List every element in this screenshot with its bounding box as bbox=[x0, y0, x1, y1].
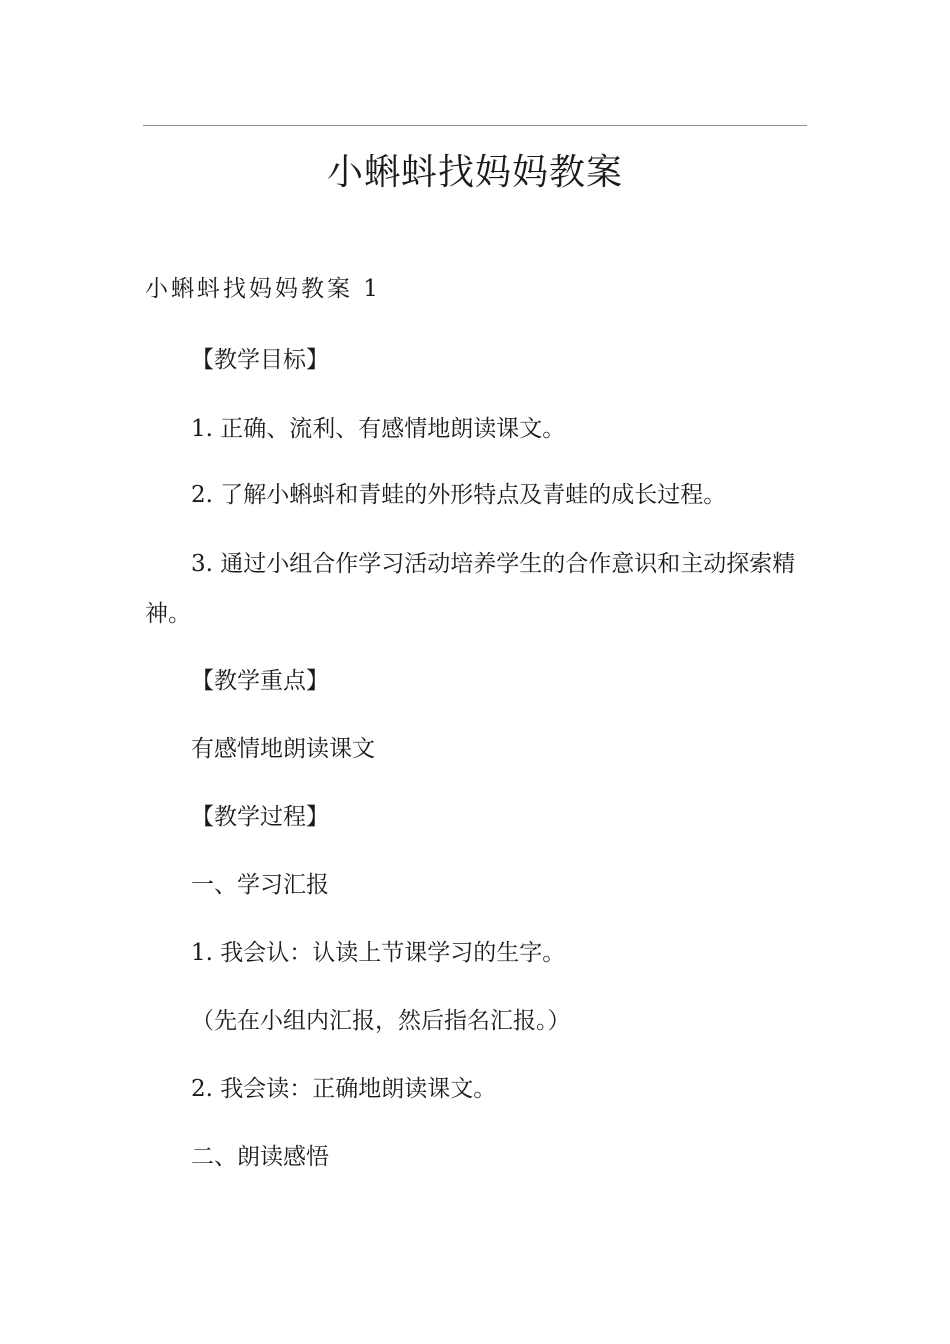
goal-item-3: 3. 通过小组合作学习活动培养学生的合作意识和主动探索精神。 bbox=[145, 551, 796, 627]
header-rule bbox=[143, 125, 807, 126]
heading-teaching-focus: 【教学重点】 bbox=[191, 668, 329, 694]
goal-item-1: 1. 正确、流利、有感情地朗读课文。 bbox=[191, 416, 566, 442]
process-step-2: 二、朗读感悟 bbox=[191, 1144, 329, 1170]
process-step-1: 一、学习汇报 bbox=[191, 872, 329, 898]
section-heading: 小蝌蚪找妈妈教案 1 bbox=[145, 276, 381, 302]
process-item-2: 2. 我会读：正确地朗读课文。 bbox=[191, 1076, 497, 1102]
document-title: 小蝌蚪找妈妈教案 bbox=[326, 152, 623, 193]
process-item-1: 1. 我会认：认读上节课学习的生字。 bbox=[191, 940, 566, 966]
focus-text: 有感情地朗读课文 bbox=[191, 736, 375, 762]
heading-teaching-goals: 【教学目标】 bbox=[191, 347, 329, 373]
goal-item-2: 2. 了解小蝌蚪和青蛙的外形特点及青蛙的成长过程。 bbox=[191, 482, 727, 508]
heading-teaching-process: 【教学过程】 bbox=[191, 804, 329, 830]
process-note: （先在小组内汇报，然后指名汇报。） bbox=[191, 1008, 571, 1034]
